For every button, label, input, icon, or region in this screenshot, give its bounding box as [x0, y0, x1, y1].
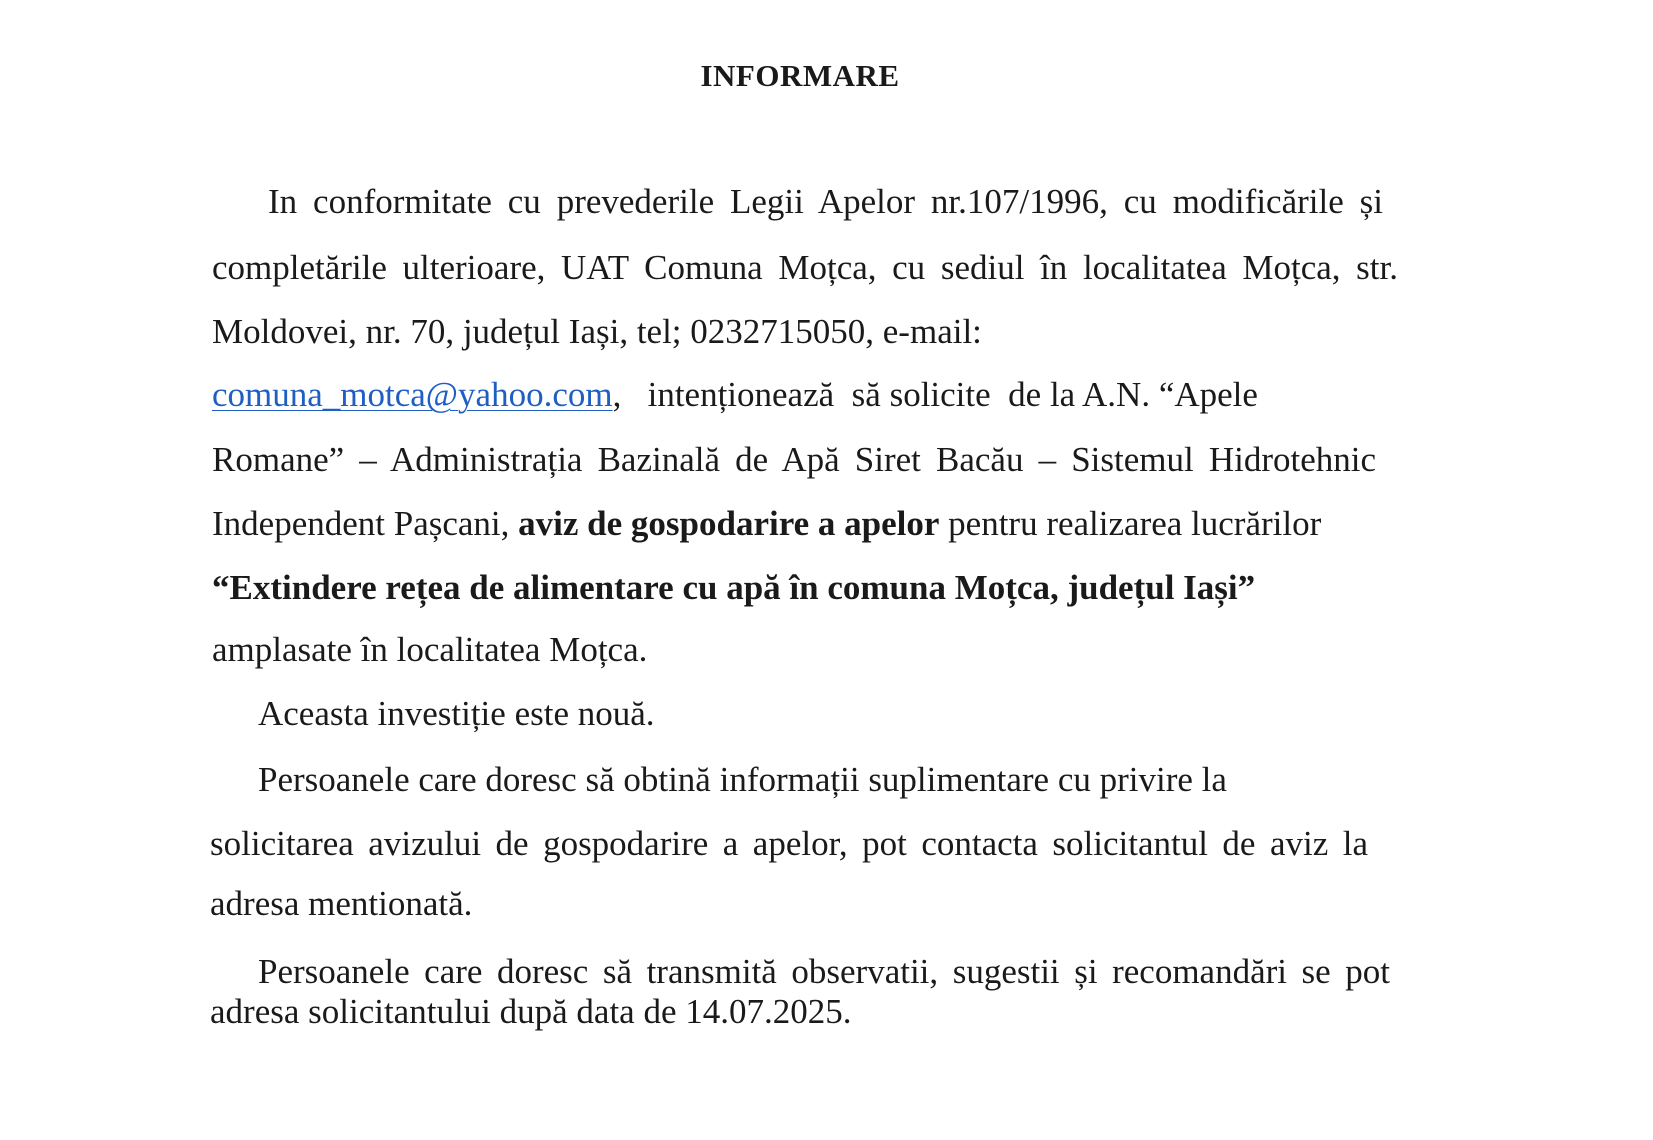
- paragraph-1-line-3: Moldovei, nr. 70, județul Iași, tel; 0232715050, e-mail:: [212, 312, 982, 351]
- paragraph-3-line-3: adresa mentionată.: [210, 884, 473, 923]
- email-link[interactable]: comuna_motca@yahoo.com: [212, 375, 613, 414]
- paragraph-1-line-6-start: Independent Pașcani,: [212, 504, 519, 543]
- paragraph-1-line-6: [212, 504, 1321, 544]
- paragraph-1-line-4-rest: , intenționează să solicite de la A.N. “Apele: [612, 375, 1258, 414]
- paragraph-2: Aceasta investiție este nouă.: [258, 694, 655, 733]
- project-title-bold: “Extindere rețea de alimentare cu apă în comuna Moțca, județul Iași”: [212, 568, 1256, 607]
- bold-aviz-phrase: aviz de gospodarire a apelor: [518, 504, 940, 543]
- paragraph-1-line-5: Romane” – Administrația Bazinală de Apă Siret Bacău – Sistemul Hidrotehnic: [212, 440, 1376, 479]
- paragraph-1-line-4: [212, 375, 1320, 415]
- paragraph-3-line-2: solicitarea avizului de gospodarire a apelor, pot contacta solicitantul de aviz la: [210, 824, 1368, 863]
- paragraph-3-line-1: Persoanele care doresc să obtină informații suplimentare cu privire la: [258, 760, 1227, 799]
- document-title: INFORMARE: [700, 58, 900, 93]
- paragraph-4-line-2: adresa solicitantului după data de 14.07.2025.: [210, 992, 852, 1031]
- paragraph-1-line-8: amplasate în localitatea Moțca.: [212, 630, 648, 669]
- paragraph-1-line-2: completările ulterioare, UAT Comuna Moțca, cu sediul în localitatea Moțca, str.: [212, 248, 1398, 287]
- paragraph-4-line-1: Persoanele care doresc să transmită observatii, sugestii și recomandări se pot: [258, 952, 1390, 991]
- paragraph-1-line-6-end: pentru realizarea lucrărilor: [939, 504, 1322, 543]
- paragraph-1-line-1: In conformitate cu prevederile Legii Apelor nr.107/1996, cu modificările și: [268, 182, 1383, 221]
